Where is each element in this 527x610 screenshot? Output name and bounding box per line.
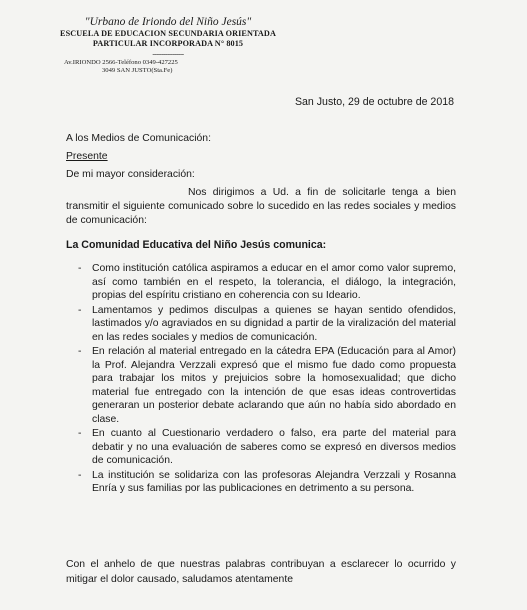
school-city: 3049 SAN JUSTO(Sta.Fe) xyxy=(102,67,173,74)
list-item-text: Lamentamos y pedimos disculpas a quienes se hayan sentido ofendidos, lastimados y/o agraviados en su dignidad a partir de la viralización del material en las redes sociales y medios de comunicación. xyxy=(92,304,456,343)
list-item xyxy=(78,469,456,496)
bullet-mark: - xyxy=(78,304,82,316)
list-item-text: Como institución católica aspiramos a educar en el amor como valor supremo, así como también en el respeto, la tolerancia, el diálogo, la integración, propias del espíritu cristiano en coherencia con su Ideario. xyxy=(92,263,456,301)
addressee: A los Medios de Comunicación: xyxy=(66,133,211,144)
school-type-line: ESCUELA DE EDUCACION SECUNDARIA ORIENTADA xyxy=(60,29,276,38)
list-item xyxy=(78,427,456,468)
communique-heading: La Comunidad Educativa del Niño Jesús comunica: xyxy=(66,239,327,251)
intro-text: Nos dirigimos a Ud. a fin de solicitarle tenga a bien transmitir el siguiente comunicado sobre lo sucedido en las redes sociales y medios de comunicación: xyxy=(66,187,456,226)
communique-list xyxy=(78,262,456,497)
list-item-text: En relación al material entregado en la cátedra EPA (Educación para al Amor) la Prof. Alejandra Verzzali expresó que el mismo fue dado como propuesta para trabajar los mitos y prejuicios sobre la homosexualidad; que dicho material fue entregado con la intención de que esas ideas controvertidas generaran un posterior debate aclarando que aún no había sido abordado en clase. xyxy=(92,346,456,425)
intro-paragraph xyxy=(66,186,456,227)
school-name: "Urbano de Iriondo del Niño Jesús" xyxy=(84,16,252,28)
letterhead xyxy=(58,16,278,75)
school-address: Av.IRIONDO 2566-Teléfono 0349-427225 xyxy=(64,59,178,66)
letterhead-rule: ----------------- xyxy=(152,50,184,58)
bullet-mark: - xyxy=(78,263,82,274)
school-registration-line: PARTICULAR INCORPORADA N° 8015 xyxy=(92,38,244,48)
letter-date: San Justo, 29 de octubre de 2018 xyxy=(294,96,454,108)
list-item-text: La institución se solidariza con las profesoras Alejandra Verzzali y Rosanna Enría y sus familias por las publicaciones en detrimento a su persona. xyxy=(92,469,456,494)
bullet-mark: - xyxy=(78,346,82,357)
bullet-mark: - xyxy=(78,428,82,439)
list-item xyxy=(78,262,456,303)
list-item xyxy=(78,304,456,345)
greeting: De mi mayor consideración: xyxy=(66,169,195,180)
closing-paragraph: Con el anhelo de que nuestras palabras contribuyan a esclarecer lo ocurrido y mitigar el dolor causado, saludamos atentamente xyxy=(66,559,456,585)
presente-line: Presente xyxy=(66,151,108,162)
list-item xyxy=(78,345,456,426)
bullet-mark: - xyxy=(78,469,82,481)
list-item-text: En cuanto al Cuestionario verdadero o falso, era parte del material para debatir y no una evaluación de saberes como se expresó en diversos medios de comunicación. xyxy=(92,428,456,466)
